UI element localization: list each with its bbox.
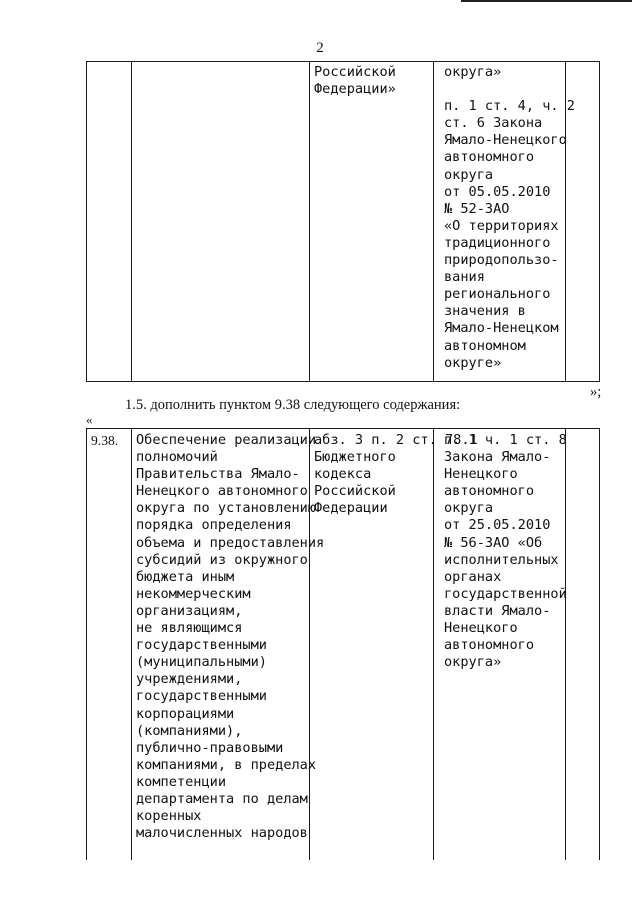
table2-col-border (86, 428, 87, 860)
table2-legal-basis-cell: абз. 3 п. 2 ст. 78.1 Бюджетного кодекса Российской Федерации (314, 432, 478, 517)
top-edge-rule (461, 0, 632, 2)
opening-quote: « (86, 412, 93, 427)
table2-col-border (599, 428, 600, 860)
table2-item-number: 9.38. (91, 433, 119, 448)
table1-col-border (86, 61, 87, 382)
table1-col-border (599, 61, 600, 382)
table1-law-reference-cell: округа» п. 1 ст. 4, ч. 2 ст. 6 Закона Ямало-Ненецкого автономного округа от 05.05.2010 № 52-ЗАО «О территориях традиционного природопользо- вания регионального значения в Ямало-Ненецком автономном округе» (444, 64, 575, 371)
table1-legal-basis-cell: Российской Федерации» (314, 64, 396, 98)
closing-quote: »; (590, 384, 602, 400)
table1-col-border (433, 61, 434, 382)
table2-authority-description-cell: Обеспечение реализации полномочий Правительства Ямало- Ненецкого автономного округа по установлению порядка определения объема и предоставления субсидий из окружного бюджета иным некоммерческим организациям, не являющимся государственными (муниципальными) учреждениями, государственными корпорациями (компаниями), публично-правовыми компаниями, в пределах компетенции департамента по делам коренных малочисленных народов (136, 432, 325, 842)
amendment-paragraph: 1.5. дополнить пунктом 9.38 следующего содержания: (125, 397, 461, 413)
table1-col-border (309, 61, 310, 382)
table1-bottom-border (86, 381, 600, 382)
page-number: 2 (316, 40, 324, 56)
table1-col-border (131, 61, 132, 382)
table2-top-border (86, 428, 600, 429)
table2-law-reference-cell: п. 1 ч. 1 ст. 8 Закона Ямало- Ненецкого автономного округа от 25.05.2010 № 56-ЗАО «Об исполнительных органах государственной власти Ямало- Ненецкого автономного округа» (444, 432, 567, 671)
table1-top-border (86, 61, 600, 62)
table2-col-border (131, 428, 132, 860)
